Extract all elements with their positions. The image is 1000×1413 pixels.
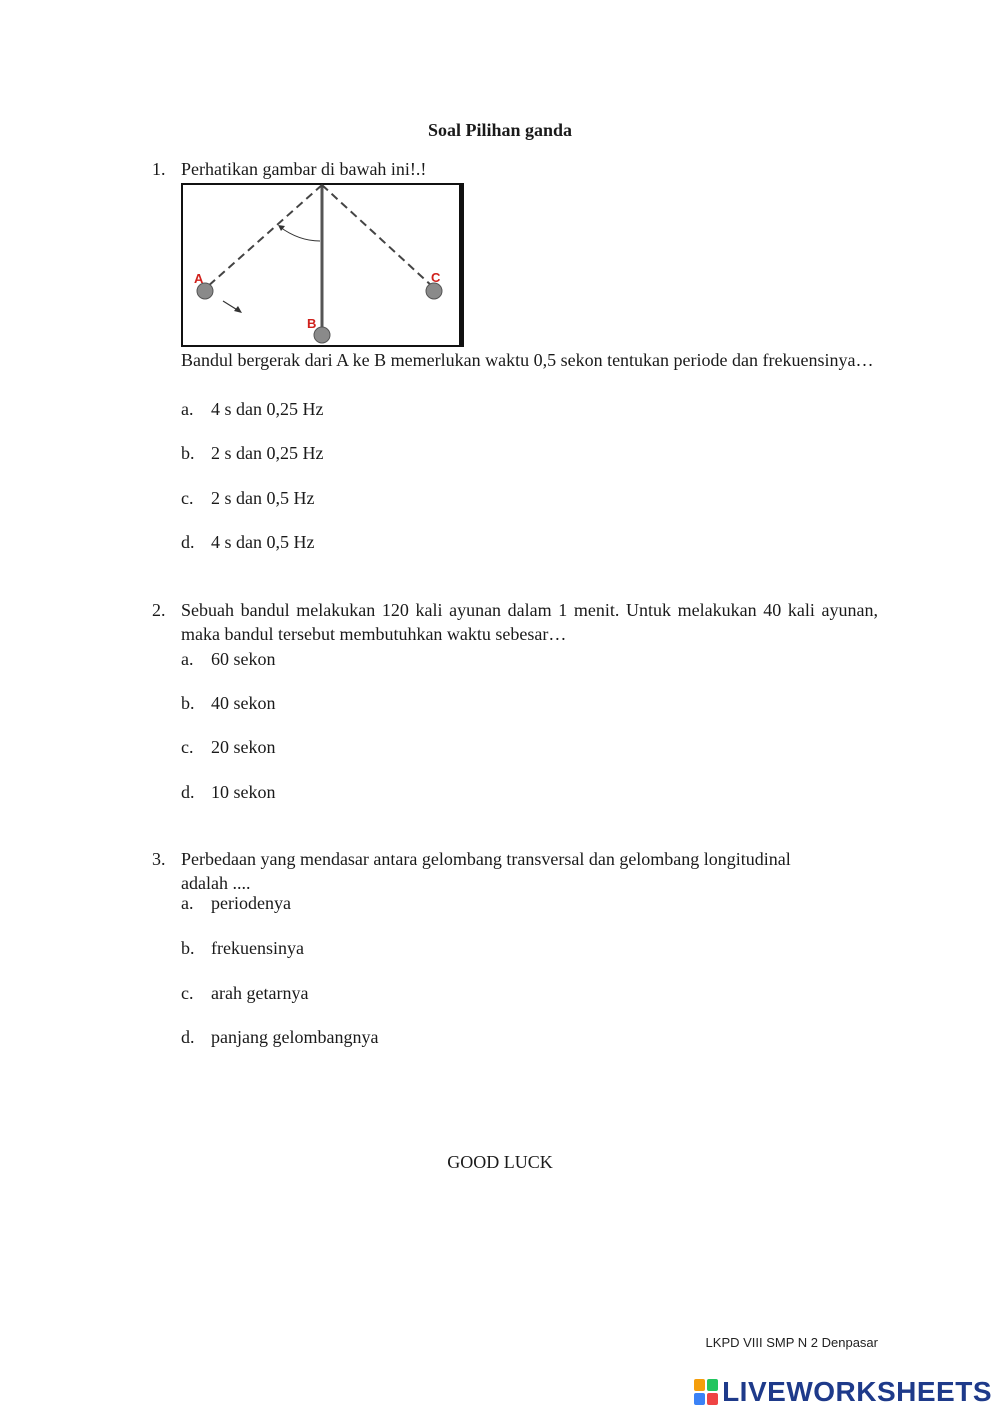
option-3b[interactable] xyxy=(181,936,304,960)
option-2d[interactable] xyxy=(181,780,276,804)
option-3c[interactable] xyxy=(181,981,308,1005)
pendulum-string-a xyxy=(207,185,322,287)
pendulum-string-c xyxy=(322,185,433,287)
question-stem: Perbedaan yang mendasar antara gelombang transversal dan gelombang longitudinal adalah .... xyxy=(181,849,791,893)
option-text: frekuensinya xyxy=(211,938,304,958)
option-text: 2 s dan 0,25 Hz xyxy=(211,443,324,463)
worksheet-title: Soal Pilihan ganda xyxy=(427,120,573,140)
question-stem: Sebuah bandul melakukan 120 kali ayunan dalam 1 menit. Untuk melakukan 40 kali ayunan, maka bandul tersebut membutuhkan waktu sebesar… xyxy=(181,600,878,644)
option-letter: d. xyxy=(181,1027,195,1047)
angle-arc xyxy=(280,227,320,241)
option-letter: b. xyxy=(181,938,195,958)
option-1b[interactable] xyxy=(181,441,323,465)
option-1a[interactable] xyxy=(181,397,323,421)
option-1d[interactable] xyxy=(181,530,314,554)
option-letter: a. xyxy=(181,649,194,669)
option-2c[interactable] xyxy=(181,735,276,759)
option-letter: a. xyxy=(181,893,194,913)
bob-c xyxy=(426,283,442,299)
option-text: arah getarnya xyxy=(211,983,309,1003)
option-text: 10 sekon xyxy=(211,782,276,802)
question-number: 3. xyxy=(152,849,166,869)
liveworksheets-brand[interactable] xyxy=(694,1376,992,1408)
option-letter: b. xyxy=(181,693,195,713)
option-letter: d. xyxy=(181,532,195,552)
option-text: 2 s dan 0,5 Hz xyxy=(211,488,315,508)
option-3a[interactable] xyxy=(181,891,291,915)
pendulum-figure xyxy=(181,183,464,347)
question-2 xyxy=(152,598,878,646)
question-stem-2: Bandul bergerak dari A ke B memerlukan waktu 0,5 sekon tentukan periode dan frekuensinya… xyxy=(181,350,874,370)
option-text: panjang gelombangnya xyxy=(211,1027,379,1047)
question-1 xyxy=(152,157,878,181)
brand-text: LIVEWORKSHEETS xyxy=(722,1376,992,1407)
option-letter: c. xyxy=(181,737,194,757)
question-number: 2. xyxy=(152,600,166,620)
option-text: 4 s dan 0,5 Hz xyxy=(211,532,315,552)
option-letter: c. xyxy=(181,488,194,508)
liveworksheets-logo-icon xyxy=(694,1379,718,1405)
option-text: periodenya xyxy=(211,893,291,913)
option-letter: c. xyxy=(181,983,194,1003)
option-text: 4 s dan 0,25 Hz xyxy=(211,399,324,419)
option-text: 40 sekon xyxy=(211,693,276,713)
option-letter: b. xyxy=(181,443,195,463)
option-2a[interactable] xyxy=(181,647,276,671)
option-letter: d. xyxy=(181,782,195,802)
label-b: B xyxy=(307,316,317,331)
footer-text: LKPD VIII SMP N 2 Denpasar xyxy=(705,1335,878,1350)
question-1-stem-continued xyxy=(152,348,878,372)
label-c: C xyxy=(431,270,441,285)
closing-text: GOOD LUCK xyxy=(447,1152,553,1172)
option-2b[interactable] xyxy=(181,691,276,715)
option-letter: a. xyxy=(181,399,194,419)
question-number: 1. xyxy=(152,159,166,179)
question-3 xyxy=(152,847,878,895)
option-3d[interactable] xyxy=(181,1025,378,1049)
bob-b xyxy=(314,327,330,343)
option-1c[interactable] xyxy=(181,486,314,510)
question-stem: Perhatikan gambar di bawah ini!.! xyxy=(181,159,427,179)
motion-arrowhead xyxy=(234,306,242,313)
option-text: 20 sekon xyxy=(211,737,276,757)
label-a: A xyxy=(194,271,204,286)
option-text: 60 sekon xyxy=(211,649,276,669)
